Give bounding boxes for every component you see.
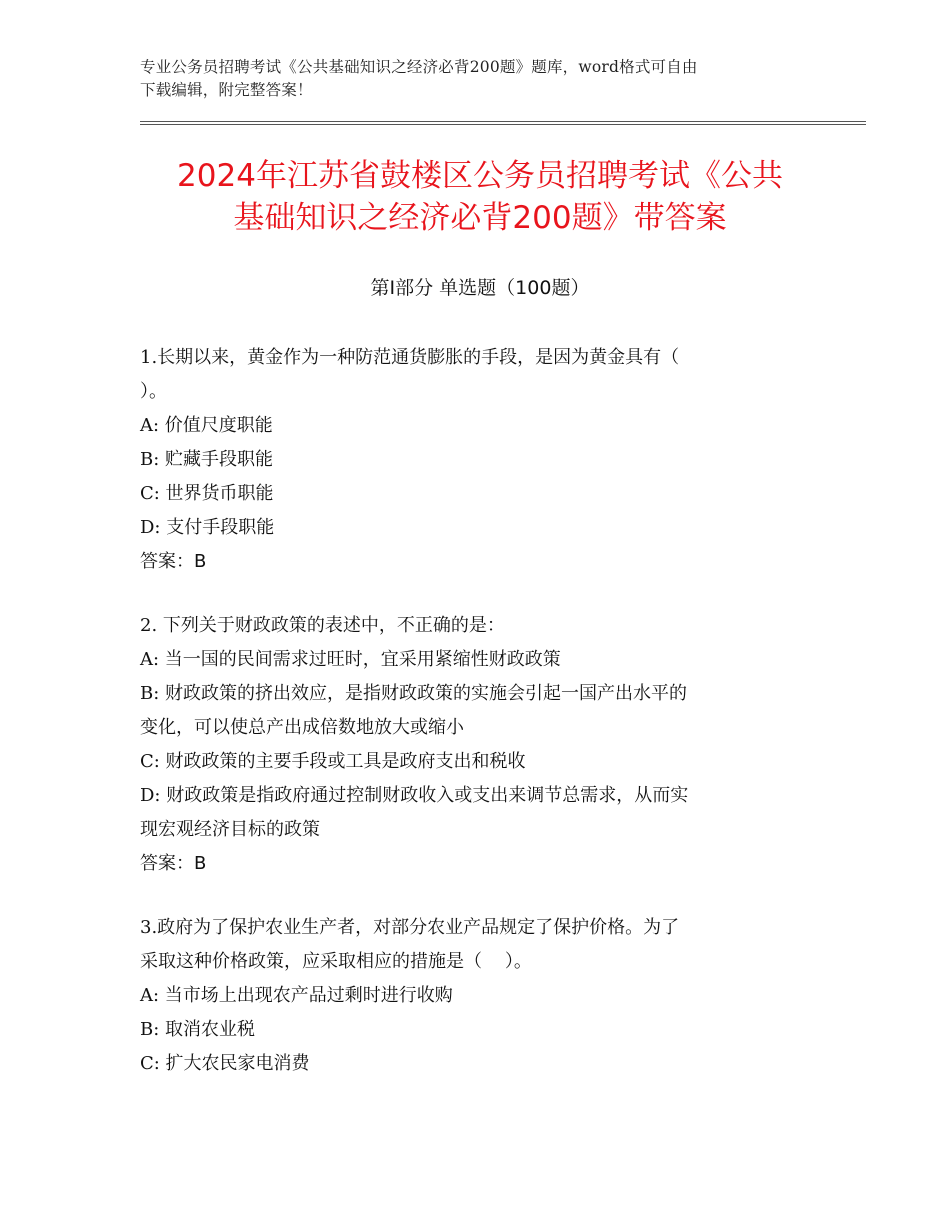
question-3-option-c: C: 扩大农民家电消费 xyxy=(140,1053,310,1074)
question-2-option-b: B: 财政政策的挤出效应，是指财政政策的实施会引起一国产出水平的 xyxy=(140,683,688,704)
question-1-option-b: B: 贮藏手段职能 xyxy=(140,449,274,470)
question-1-option-a: A: 价值尺度职能 xyxy=(140,415,273,436)
question-2-option-d: D: 财政政策是指政府通过控制财政收入或支出来调节总需求，从而实 xyxy=(140,785,689,806)
header-rule-thick xyxy=(140,124,866,125)
header-note-line-2: 下载编辑，附完整答案！ xyxy=(140,81,313,99)
document-title-line-2: 基础知识之经济必背200题》带答案 xyxy=(233,200,727,236)
question-2-option-c: C: 财政政策的主要手段或工具是政府支出和税收 xyxy=(140,751,526,772)
question-2-stem: 2. 下列关于财政政策的表述中，不正确的是： xyxy=(140,615,505,636)
document-title-line-1: 2024年江苏省鼓楼区公务员招聘考试《公共 xyxy=(177,158,783,194)
question-1-stem-cont: ）。 xyxy=(140,381,167,402)
header-note xyxy=(140,56,820,102)
question-3-option-a: A: 当市场上出现农产品过剩时进行收购 xyxy=(140,985,453,1006)
header-rule-thin xyxy=(140,121,866,122)
question-1 xyxy=(140,341,820,579)
document-title xyxy=(110,155,850,239)
question-1-option-c: C: 世界货币职能 xyxy=(140,483,274,504)
question-3-stem: 3.政府为了保护农业生产者，对部分农业产品规定了保护价格。为了 xyxy=(140,917,680,938)
question-3-option-b: B: 取消农业税 xyxy=(140,1019,256,1040)
question-2-option-a: A: 当一国的民间需求过旺时，宜采用紧缩性财政政策 xyxy=(140,649,561,670)
question-2-option-d-cont: 现宏观经济目标的政策 xyxy=(140,819,320,840)
question-3-stem-cont: 采取这种价格政策，应采取相应的措施是（ ）。 xyxy=(140,951,532,972)
section-title: 第Ⅰ部分 单选题（100题） xyxy=(370,277,590,299)
question-2-answer: 答案：B xyxy=(140,853,207,874)
question-list xyxy=(140,341,820,1111)
question-1-stem: 1.长期以来，黄金作为一种防范通货膨胀的手段，是因为黄金具有（ xyxy=(140,347,680,368)
question-2-option-b-cont: 变化，可以使总产出成倍数地放大或缩小 xyxy=(140,717,464,738)
question-1-option-d: D: 支付手段职能 xyxy=(140,517,275,538)
question-1-answer: 答案：B xyxy=(140,551,207,572)
header-note-line-1: 专业公务员招聘考试《公共基础知识之经济必背200题》题库，word格式可自由 xyxy=(140,58,698,76)
question-3 xyxy=(140,911,820,1081)
question-2 xyxy=(140,609,820,881)
